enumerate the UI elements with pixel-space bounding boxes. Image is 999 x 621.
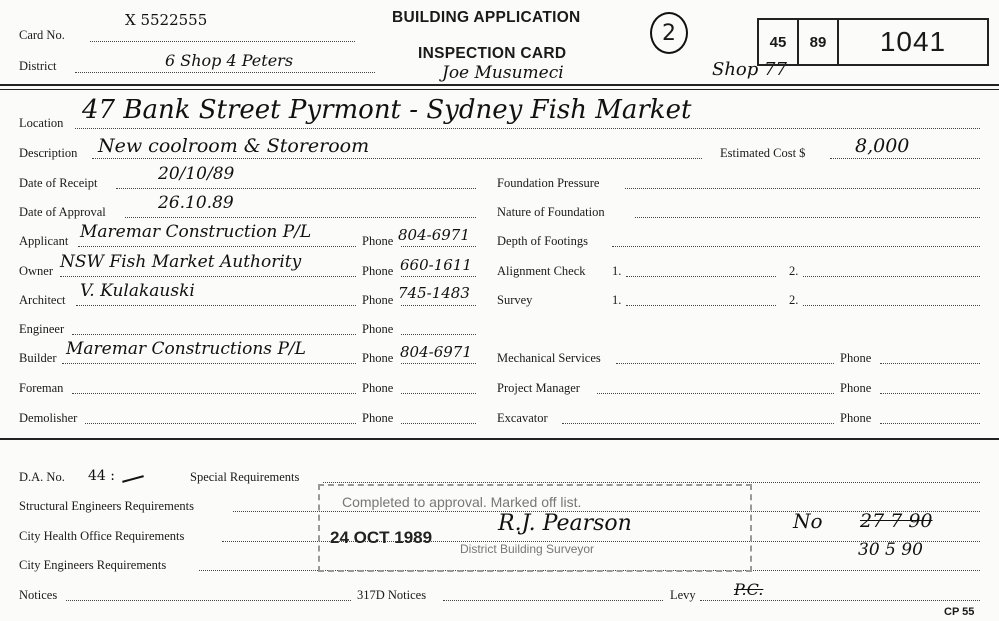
district-label: District xyxy=(19,59,57,73)
mechanical-label: Mechanical Services xyxy=(497,351,601,365)
nature-foundation-label: Nature of Foundation xyxy=(497,205,605,219)
estimated-cost-value: 8,000 xyxy=(855,135,910,157)
nature-foundation-dots xyxy=(635,217,980,218)
owner-label: Owner xyxy=(19,264,54,278)
survey-label: Survey xyxy=(497,293,533,307)
foundation-pressure-dots xyxy=(625,188,980,189)
special-requirements-dots xyxy=(323,482,980,483)
demolisher-phone-dots xyxy=(401,423,476,424)
no-label-hw: No xyxy=(793,509,823,533)
ref-box-b: 89 xyxy=(799,20,839,64)
estimated-cost-dots xyxy=(830,158,980,159)
shop-note: Shop 77 xyxy=(712,59,787,80)
top-rule xyxy=(0,84,999,86)
foreman-phone-label: Phone xyxy=(362,381,394,395)
depth-footings-dots xyxy=(612,246,980,247)
stamp-signature: R.J. Pearson xyxy=(498,511,632,536)
architect-label: Architect xyxy=(19,293,66,307)
estimated-cost-label: Estimated Cost $ xyxy=(720,146,806,160)
da-no-value: 44 : xyxy=(88,468,115,484)
alignment-check-1: 1. xyxy=(612,264,622,278)
survey-2-dots xyxy=(803,305,980,306)
date-approval-value: 26.10.89 xyxy=(158,193,234,213)
applicant-value: Maremar Construction P/L xyxy=(80,222,312,242)
317d-notices-label: 317D Notices xyxy=(357,588,427,602)
excavator-phone-label: Phone xyxy=(840,411,872,425)
demolisher-phone-label: Phone xyxy=(362,411,394,425)
district-dots xyxy=(75,72,375,73)
ref-box-a: 45 xyxy=(759,20,799,64)
owner-dots xyxy=(60,276,356,277)
notices-label: Notices xyxy=(19,588,58,602)
card-no-value: X 5522555 xyxy=(125,11,208,29)
description-value: New coolroom & Storeroom xyxy=(98,135,370,157)
mechanical-phone-label: Phone xyxy=(840,351,872,365)
levy-label: Levy xyxy=(670,588,696,602)
reference-box xyxy=(757,18,989,66)
stamp-line-1: Completed to approval. Marked off list. xyxy=(342,494,582,510)
no-struck-value: 27 7 90 xyxy=(860,510,933,532)
excavator-phone-dots xyxy=(880,423,980,424)
mechanical-phone-dots xyxy=(880,363,980,364)
special-requirements-label: Special Requirements xyxy=(190,470,300,484)
description-label: Description xyxy=(19,146,78,160)
owner-phone-label: Phone xyxy=(362,264,394,278)
architect-phone-dots xyxy=(401,305,476,306)
survey-1: 1. xyxy=(612,293,622,307)
builder-label: Builder xyxy=(19,351,57,365)
foundation-pressure-label: Foundation Pressure xyxy=(497,176,600,190)
district-value: 6 Shop 4 Peters xyxy=(165,51,294,70)
excavator-dots xyxy=(562,423,834,424)
alignment-check-2: 2. xyxy=(789,264,799,278)
builder-dots xyxy=(62,363,356,364)
inspector-name: Joe Musumeci xyxy=(442,63,564,83)
builder-phone-dots xyxy=(401,363,476,364)
survey-1-dots xyxy=(626,305,776,306)
applicant-label: Applicant xyxy=(19,234,69,248)
project-manager-dots xyxy=(597,393,834,394)
foreman-phone-dots xyxy=(401,393,476,394)
project-manager-label: Project Manager xyxy=(497,381,580,395)
applicant-phone-label: Phone xyxy=(362,234,394,248)
levy-value: P.C. xyxy=(734,580,764,599)
da-no-label: D.A. No. xyxy=(19,470,65,484)
owner-value: NSW Fish Market Authority xyxy=(60,252,302,272)
applicant-dots xyxy=(78,246,356,247)
applicant-phone-value: 804-6971 xyxy=(398,226,470,244)
middle-rule xyxy=(0,438,999,440)
owner-phone-value: 660-1611 xyxy=(400,256,472,274)
architect-phone-label: Phone xyxy=(362,293,394,307)
project-manager-phone-dots xyxy=(880,393,980,394)
title-inspection-card: INSPECTION CARD xyxy=(418,45,567,62)
foreman-label: Foreman xyxy=(19,381,64,395)
top-rule-2 xyxy=(0,89,999,90)
structural-label: Structural Engineers Requirements xyxy=(19,499,194,513)
cp-code: CP 55 xyxy=(944,606,975,618)
da-no-dash xyxy=(122,475,144,483)
date-receipt-value: 20/10/89 xyxy=(158,164,235,184)
alignment-check-1-dots xyxy=(626,276,776,277)
applicant-phone-dots xyxy=(401,246,476,247)
builder-phone-label: Phone xyxy=(362,351,394,365)
approval-stamp xyxy=(318,484,752,572)
circled-number xyxy=(650,12,688,54)
card-no-label: Card No. xyxy=(19,28,65,42)
alignment-check-label: Alignment Check xyxy=(497,264,586,278)
date-approval-dots xyxy=(125,217,476,218)
architect-phone-value: 745-1483 xyxy=(398,284,470,302)
ref-box-number: 1041 xyxy=(879,26,947,57)
project-manager-phone-label: Phone xyxy=(840,381,872,395)
engineer-phone-label: Phone xyxy=(362,322,394,336)
location-dots xyxy=(75,128,980,129)
builder-value: Maremar Constructions P/L xyxy=(66,339,306,359)
survey-2: 2. xyxy=(789,293,799,307)
engineer-phone-dots xyxy=(401,334,476,335)
location-label: Location xyxy=(19,116,64,130)
excavator-label: Excavator xyxy=(497,411,548,425)
architect-value: V. Kulakauski xyxy=(80,281,195,301)
no-value: 30 5 90 xyxy=(858,540,923,560)
city-engineers-label: City Engineers Requirements xyxy=(19,558,167,572)
architect-dots xyxy=(76,305,356,306)
levy-dots xyxy=(700,600,980,601)
foreman-dots xyxy=(72,393,356,394)
location-value: 47 Bank Street Pyrmont - Sydney Fish Market xyxy=(82,95,692,125)
title-building-application: BUILDING APPLICATION xyxy=(392,9,581,26)
alignment-check-2-dots xyxy=(803,276,980,277)
stamp-role: District Building Surveyor xyxy=(460,542,595,556)
demolisher-dots xyxy=(85,423,356,424)
depth-footings-label: Depth of Footings xyxy=(497,234,588,248)
engineer-label: Engineer xyxy=(19,322,65,336)
circled-number-text: 2 xyxy=(662,20,676,46)
demolisher-label: Demolisher xyxy=(19,411,78,425)
description-dots xyxy=(92,158,702,159)
health-label: City Health Office Requirements xyxy=(19,529,185,543)
owner-phone-dots xyxy=(401,276,476,277)
mechanical-dots xyxy=(616,363,834,364)
317d-notices-dots xyxy=(443,600,663,601)
date-receipt-label: Date of Receipt xyxy=(19,176,98,190)
stamp-date: 24 OCT 1989 xyxy=(330,528,433,547)
date-approval-label: Date of Approval xyxy=(19,205,106,219)
card-no-dots xyxy=(90,41,355,42)
notices-dots xyxy=(66,600,351,601)
builder-phone-value: 804-6971 xyxy=(400,343,472,361)
engineer-dots xyxy=(72,334,356,335)
date-receipt-dots xyxy=(116,188,476,189)
